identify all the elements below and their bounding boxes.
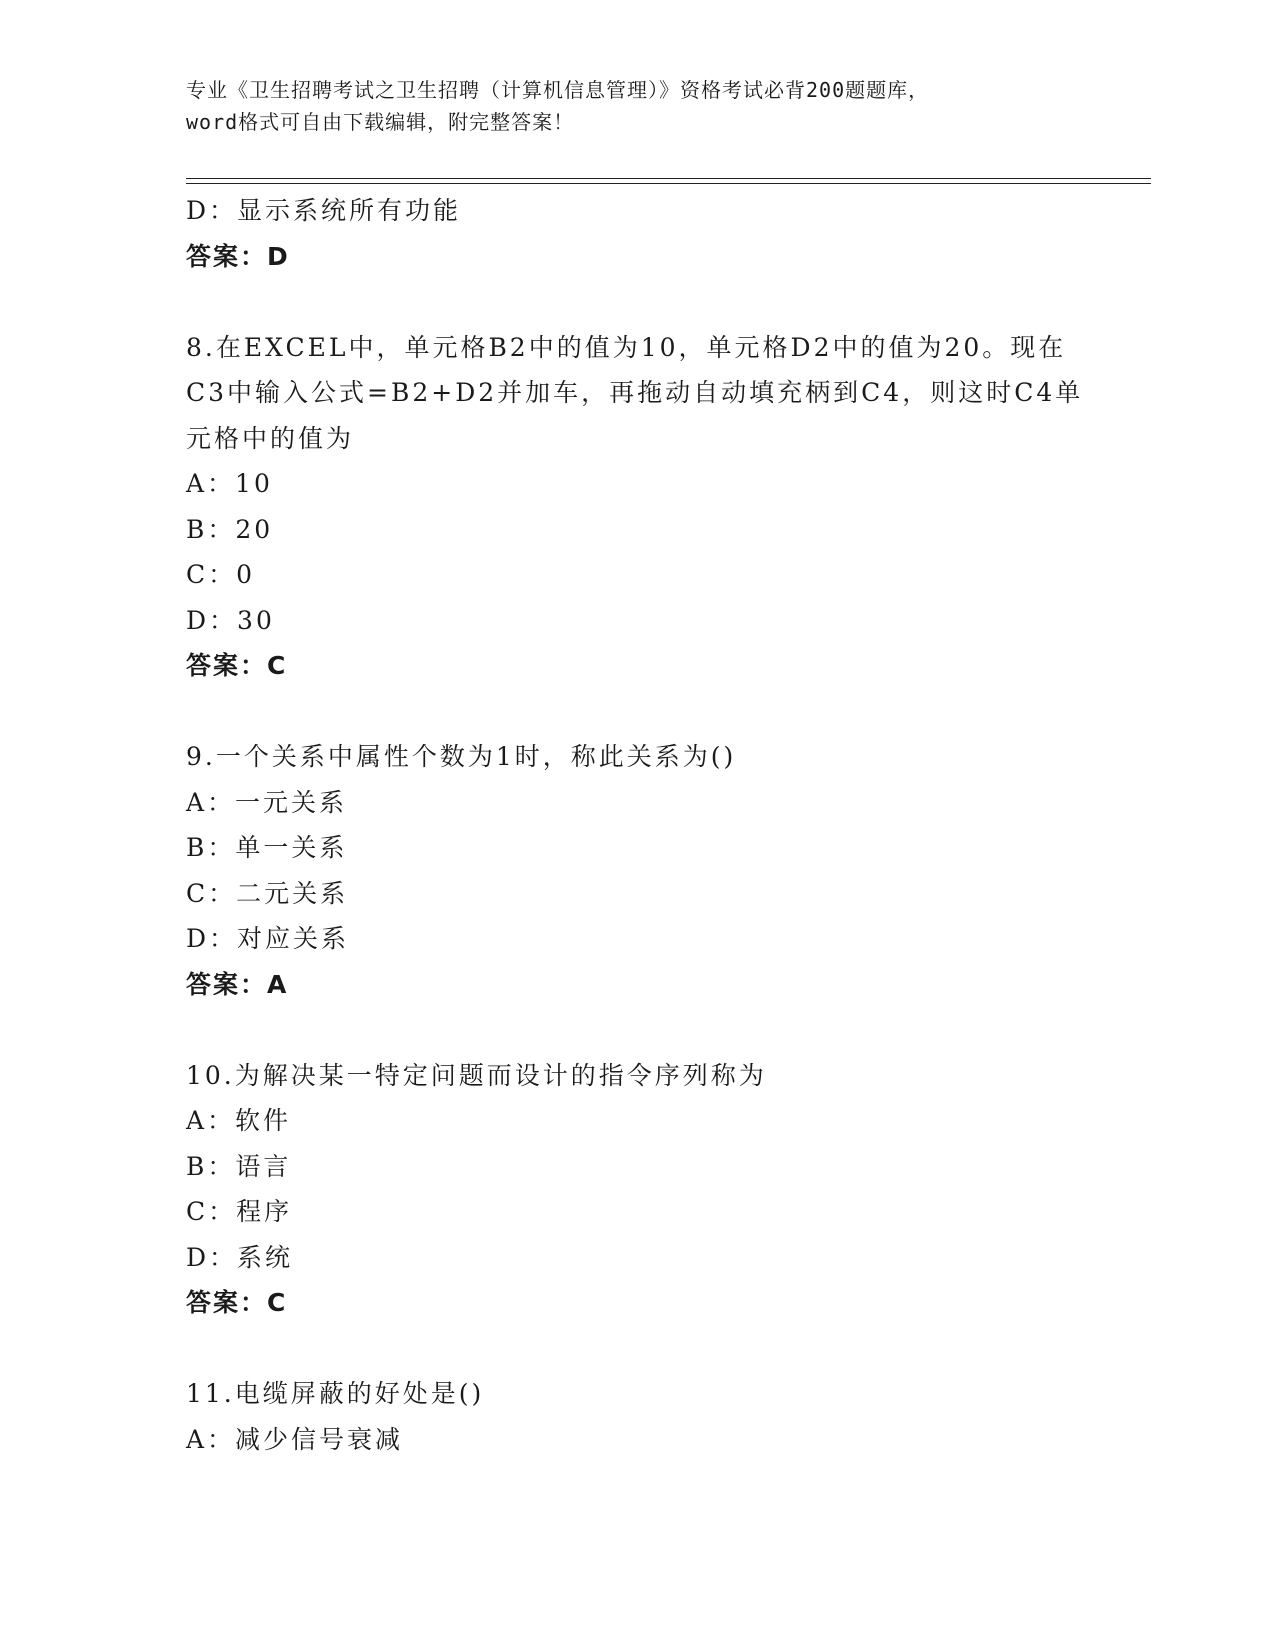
question-9 [186, 734, 1086, 1007]
header-line-2: word格式可自由下载编辑，附完整答案！ [186, 110, 575, 134]
answer-line: 答案：C [186, 651, 288, 680]
question-stem-line: 8.在EXCEL中，单元格B2中的值为10，单元格D2中的值为20。现在 [186, 332, 1067, 362]
question-list [186, 188, 1086, 1462]
answer-line: 答案：A [186, 969, 289, 999]
option-d: D：显示系统所有功能 [186, 196, 462, 225]
option-d: D：对应关系 [186, 924, 350, 953]
question-stem-line: 元格中的值为 [186, 423, 355, 453]
option-c: C：0 [186, 560, 256, 589]
question-stem-line: 11.电缆屏蔽的好处是() [186, 1379, 485, 1408]
option-d: D：30 [186, 605, 275, 635]
question-8 [186, 325, 1086, 689]
header-line-1: 专业《卫生招聘考试之卫生招聘（计算机信息管理）》资格考试必背200题题库， [186, 78, 930, 102]
header-divider-bottom [186, 183, 1151, 184]
option-c: C：二元关系 [186, 878, 349, 908]
spacer [186, 1326, 1086, 1372]
answer-line: 答案：D [186, 241, 290, 271]
option-a: A：软件 [186, 1106, 292, 1135]
question-stem-line: C3中输入公式=B2+D2并加车，再拖动自动填充柄到C4，则这时C4单 [186, 378, 1084, 407]
spacer [186, 279, 1086, 325]
question-11 [186, 1371, 1086, 1462]
header-divider-top [186, 178, 1151, 179]
option-a: A：10 [186, 469, 273, 498]
spacer [186, 1007, 1086, 1053]
question-10 [186, 1053, 1086, 1326]
option-b: B：20 [186, 514, 274, 544]
question-stem-line: 10.为解决某一特定问题而设计的指令序列称为 [186, 1060, 767, 1090]
option-b: B：单一关系 [186, 833, 348, 862]
option-d: D：系统 [186, 1242, 294, 1272]
option-c: C：程序 [186, 1197, 293, 1226]
document-header [186, 74, 1086, 138]
previous-question-tail [186, 188, 1086, 279]
option-a: A：减少信号衰减 [186, 1424, 404, 1454]
spacer [186, 689, 1086, 735]
answer-line: 答案：C [186, 1288, 288, 1317]
question-stem-line: 9.一个关系中属性个数为1时，称此关系为() [186, 742, 737, 771]
option-b: B：语言 [186, 1151, 292, 1181]
option-a: A：一元关系 [186, 787, 348, 817]
